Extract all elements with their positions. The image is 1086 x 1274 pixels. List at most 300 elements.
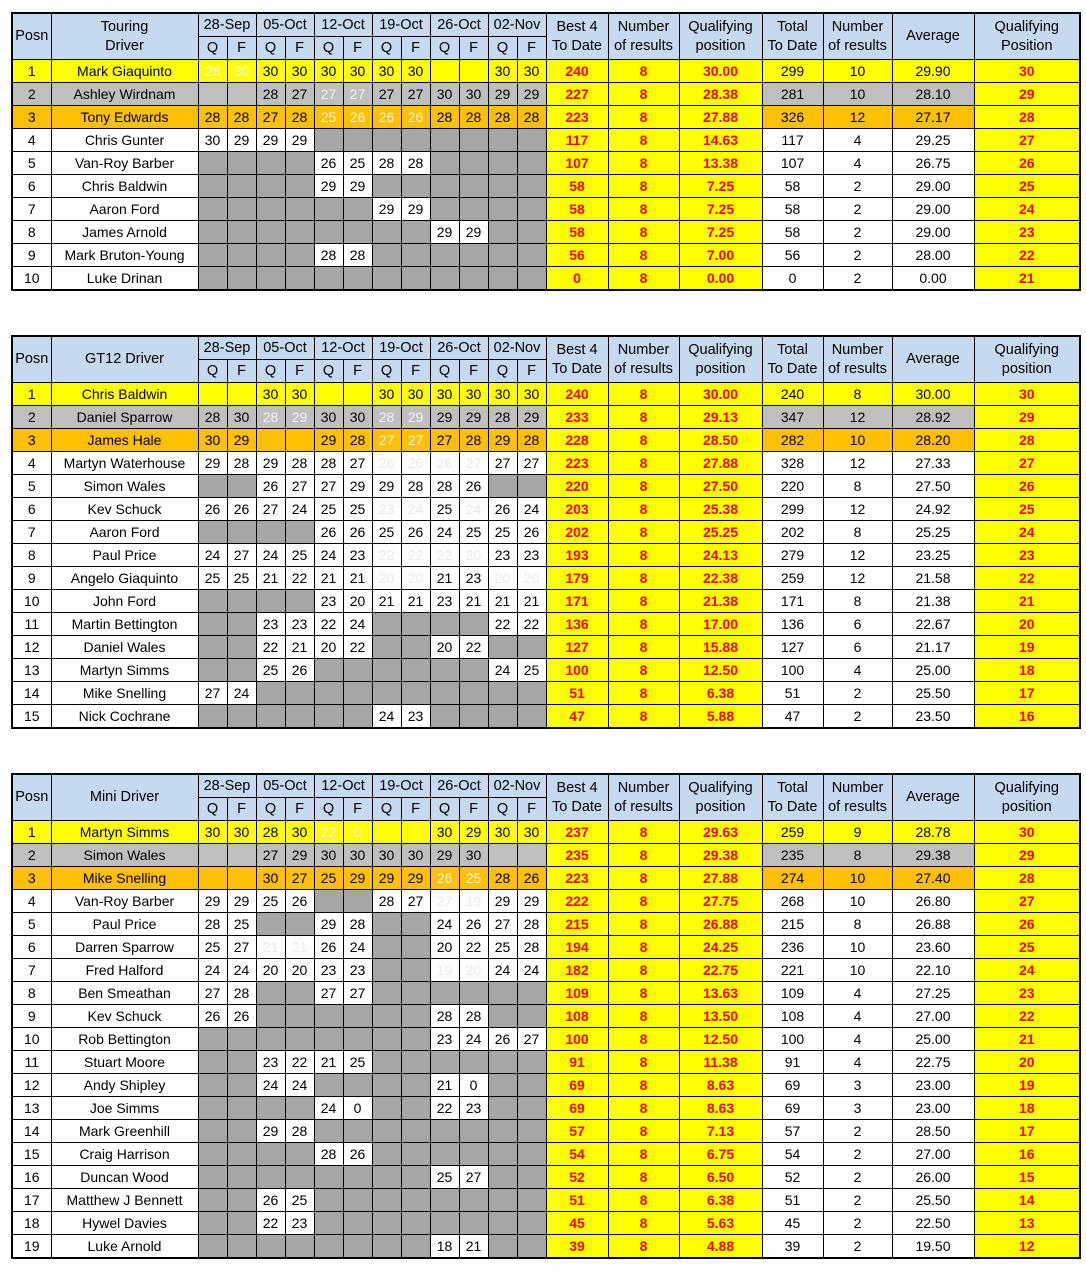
qualifying-points-cell: 13.50 [679, 1005, 762, 1028]
total-header [762, 13, 823, 60]
score-cell [227, 383, 256, 406]
best4-header [546, 336, 608, 383]
table-row [12, 590, 1080, 613]
table-row [12, 982, 1080, 1005]
number-of-results-cell: 8 [608, 221, 679, 244]
number-of-results-cell: 8 [608, 1235, 679, 1259]
score-cell [343, 267, 372, 291]
table-row [12, 659, 1080, 682]
qualifying-points-cell: 8.63 [679, 1097, 762, 1120]
score-cell [256, 1166, 285, 1189]
result-count-cell: 4 [823, 1051, 892, 1074]
score-cell: 24 [517, 959, 546, 982]
score-cell: 23 [430, 590, 459, 613]
score-cell [198, 1189, 227, 1212]
score-cell [198, 867, 227, 890]
score-cell [517, 1097, 546, 1120]
score-cell: 21 [488, 590, 517, 613]
table-row [12, 1097, 1080, 1120]
qualifying-rank-cell: 18 [974, 659, 1080, 682]
score-cell [430, 1189, 459, 1212]
score-cell: 23 [372, 498, 401, 521]
score-cell: 23 [430, 1028, 459, 1051]
score-cell: 30 [517, 60, 546, 83]
score-cell [372, 1051, 401, 1074]
result-count-cell: 12 [823, 406, 892, 429]
score-cell [256, 1028, 285, 1051]
date-header: 05-Oct [256, 13, 314, 37]
number-of-results-header [608, 13, 679, 60]
qualifying-rank-cell: 21 [974, 1028, 1080, 1051]
qualifying-rank-header [974, 774, 1080, 821]
qualifying-points-cell: 15.88 [679, 636, 762, 659]
score-cell [198, 1143, 227, 1166]
best4-cell: 223 [546, 452, 608, 475]
score-cell: 27 [285, 867, 314, 890]
score-cell [401, 1212, 430, 1235]
position-cell: 6 [12, 175, 51, 198]
average-cell: 28.92 [892, 406, 974, 429]
score-cell: 23 [343, 959, 372, 982]
qualifying-points-cell: 28.38 [679, 83, 762, 106]
average-cell: 27.25 [892, 982, 974, 1005]
average-cell: 28.00 [892, 244, 974, 267]
score-cell [459, 1189, 488, 1212]
score-cell [227, 83, 256, 106]
score-cell [488, 1074, 517, 1097]
best4-cell: 56 [546, 244, 608, 267]
driver-name: Matthew J Bennett [51, 1189, 198, 1212]
qualifying-rank-cell: 26 [974, 152, 1080, 175]
score-cell [343, 659, 372, 682]
position-cell: 2 [12, 844, 51, 867]
table-row [12, 383, 1080, 406]
driver-name: Rob Bettington [51, 1028, 198, 1051]
score-cell: 21 [372, 590, 401, 613]
qualifying-rank-cell: 20 [974, 613, 1080, 636]
score-cell: 30 [372, 844, 401, 867]
table-row [12, 106, 1080, 129]
score-cell: 28 [256, 83, 285, 106]
touring-table [11, 12, 1081, 291]
driver-name: Mark Giaquinto [51, 60, 198, 83]
score-cell: 29 [401, 406, 430, 429]
result-count-cell: 2 [823, 175, 892, 198]
header-line: To Date [552, 37, 602, 54]
score-cell [517, 1212, 546, 1235]
score-cell: 28 [198, 106, 227, 129]
best4-cell: 45 [546, 1212, 608, 1235]
score-cell: 30 [459, 383, 488, 406]
score-cell [488, 1166, 517, 1189]
score-cell: 24 [401, 498, 430, 521]
number-of-results-cell: 8 [608, 659, 679, 682]
best4-cell: 223 [546, 867, 608, 890]
score-cell: 28 [517, 429, 546, 452]
score-cell: 24 [488, 959, 517, 982]
qualifying-subheader: Q [256, 798, 285, 821]
score-cell: 21 [343, 567, 372, 590]
result-count-cell: 8 [823, 475, 892, 498]
header-line: Number [831, 779, 884, 796]
score-cell: 21 [517, 590, 546, 613]
score-cell [343, 1166, 372, 1189]
score-cell [459, 152, 488, 175]
qualifying-subheader: Q [488, 360, 517, 383]
total-cell: 268 [762, 890, 823, 913]
score-cell [401, 221, 430, 244]
date-header: 28-Sep [198, 774, 256, 798]
score-cell: 30 [430, 83, 459, 106]
score-cell: 30 [488, 821, 517, 844]
header-line: position [695, 37, 746, 54]
score-cell: 30 [256, 60, 285, 83]
score-cell [372, 682, 401, 705]
qualifying-rank-cell: 30 [974, 821, 1080, 844]
total-cell: 108 [762, 1005, 823, 1028]
header-line: of results [828, 798, 887, 815]
score-cell [372, 659, 401, 682]
score-cell [227, 1074, 256, 1097]
score-cell: 27 [256, 498, 285, 521]
total-header [762, 336, 823, 383]
number-of-results-cell: 8 [608, 590, 679, 613]
score-cell: 24 [198, 959, 227, 982]
average-cell: 27.50 [892, 475, 974, 498]
score-cell [285, 1028, 314, 1051]
score-cell: 29 [459, 821, 488, 844]
score-cell: 28 [430, 475, 459, 498]
best4-cell: 109 [546, 982, 608, 1005]
driver-name: Paul Price [51, 913, 198, 936]
qualifying-rank-cell: 30 [974, 60, 1080, 83]
score-cell [517, 1189, 546, 1212]
final-subheader: F [227, 798, 256, 821]
best4-cell: 69 [546, 1097, 608, 1120]
score-cell [517, 1051, 546, 1074]
score-cell [372, 1166, 401, 1189]
number-of-results-cell: 8 [608, 1097, 679, 1120]
best4-cell: 222 [546, 890, 608, 913]
score-cell [488, 1143, 517, 1166]
position-cell: 7 [12, 959, 51, 982]
qualifying-rank-cell: 24 [974, 959, 1080, 982]
score-cell [227, 1212, 256, 1235]
total-cell: 236 [762, 936, 823, 959]
qualifying-points-cell: 11.38 [679, 1051, 762, 1074]
table-row [12, 1005, 1080, 1028]
header-line: To Date [767, 37, 818, 54]
table-row [12, 1120, 1080, 1143]
final-subheader: F [517, 360, 546, 383]
qualifying-points-cell: 4.88 [679, 1235, 762, 1259]
total-header [762, 774, 823, 821]
score-cell: 27 [401, 890, 430, 913]
result-count-cell: 10 [823, 867, 892, 890]
qualifying-rank-cell: 29 [974, 83, 1080, 106]
score-cell [314, 1028, 343, 1051]
score-cell [517, 244, 546, 267]
position-cell: 12 [12, 1074, 51, 1097]
score-cell [314, 1005, 343, 1028]
score-cell: 27 [285, 475, 314, 498]
qualifying-rank-cell: 27 [974, 890, 1080, 913]
score-cell: 21 [459, 1235, 488, 1259]
score-cell: 30 [227, 60, 256, 83]
score-cell [372, 1212, 401, 1235]
date-header: 12-Oct [314, 774, 372, 798]
score-cell [198, 1120, 227, 1143]
posn-header: Posn [12, 336, 51, 383]
table-row [12, 521, 1080, 544]
score-cell: 28 [314, 452, 343, 475]
date-header: 12-Oct [314, 336, 372, 360]
score-cell: 30 [430, 383, 459, 406]
total-cell: 45 [762, 1212, 823, 1235]
score-cell [459, 659, 488, 682]
score-cell: 30 [314, 60, 343, 83]
score-cell [430, 982, 459, 1005]
score-cell: 28 [256, 821, 285, 844]
header-line: To Date [767, 798, 818, 815]
qualifying-points-cell: 25.25 [679, 521, 762, 544]
score-cell [227, 705, 256, 729]
score-cell [256, 429, 285, 452]
qualifying-points-cell: 5.88 [679, 705, 762, 729]
qualifying-rank-cell: 25 [974, 498, 1080, 521]
driver-name: Mike Snelling [51, 867, 198, 890]
total-cell: 220 [762, 475, 823, 498]
score-cell: 22 [459, 936, 488, 959]
table-row [12, 1028, 1080, 1051]
best4-cell: 39 [546, 1235, 608, 1259]
score-cell: 20 [517, 567, 546, 590]
score-cell: 26 [517, 867, 546, 890]
result-count-cell: 8 [823, 521, 892, 544]
header-line: Qualifying [688, 18, 753, 35]
score-cell [227, 1143, 256, 1166]
score-cell [430, 659, 459, 682]
header-line: position [695, 360, 746, 377]
number-of-results-cell: 8 [608, 244, 679, 267]
final-subheader: F [343, 37, 372, 60]
score-cell: 29 [401, 198, 430, 221]
score-cell: 25 [314, 106, 343, 129]
score-cell [488, 152, 517, 175]
qualifying-subheader: Q [372, 360, 401, 383]
score-cell [314, 221, 343, 244]
position-cell: 14 [12, 1120, 51, 1143]
best4-cell: 235 [546, 844, 608, 867]
position-cell: 10 [12, 267, 51, 291]
number-of-results-cell: 8 [608, 890, 679, 913]
table-row [12, 175, 1080, 198]
average-cell: 29.38 [892, 844, 974, 867]
table-row [12, 613, 1080, 636]
score-cell [198, 705, 227, 729]
score-cell [256, 982, 285, 1005]
best4-cell: 100 [546, 659, 608, 682]
score-cell [285, 521, 314, 544]
position-cell: 15 [12, 705, 51, 729]
score-cell [227, 867, 256, 890]
score-cell [256, 1097, 285, 1120]
total-cell: 274 [762, 867, 823, 890]
score-cell [198, 636, 227, 659]
score-cell: 29 [372, 867, 401, 890]
score-cell [488, 267, 517, 291]
average-cell: 21.58 [892, 567, 974, 590]
total-cell: 235 [762, 844, 823, 867]
score-cell: 24 [343, 613, 372, 636]
score-cell: 27 [343, 452, 372, 475]
result-count-header [823, 13, 892, 60]
driver-name: Kev Schuck [51, 1005, 198, 1028]
score-cell: 28 [372, 890, 401, 913]
score-cell [430, 613, 459, 636]
best4-cell: 227 [546, 83, 608, 106]
qualifying-points-cell: 6.38 [679, 1189, 762, 1212]
qualifying-points-cell: 6.38 [679, 682, 762, 705]
date-header: 28-Sep [198, 336, 256, 360]
score-cell: 30 [343, 60, 372, 83]
score-cell [488, 1235, 517, 1259]
qualifying-rank-cell: 22 [974, 1005, 1080, 1028]
number-of-results-cell: 8 [608, 60, 679, 83]
score-cell: 24 [488, 659, 517, 682]
score-cell [459, 60, 488, 83]
score-cell: 27 [459, 452, 488, 475]
score-cell [198, 383, 227, 406]
header-line: Number [831, 18, 884, 35]
number-of-results-cell: 8 [608, 406, 679, 429]
total-cell: 347 [762, 406, 823, 429]
score-cell: 30 [343, 406, 372, 429]
total-cell: 54 [762, 1143, 823, 1166]
average-cell: 27.00 [892, 1143, 974, 1166]
table-row [12, 1166, 1080, 1189]
score-cell [198, 1051, 227, 1074]
total-cell: 56 [762, 244, 823, 267]
average-cell: 24.92 [892, 498, 974, 521]
score-cell: 26 [401, 452, 430, 475]
score-cell [285, 429, 314, 452]
driver-header [51, 774, 198, 821]
score-cell [372, 175, 401, 198]
score-cell: 0 [343, 821, 372, 844]
driver-name: Aaron Ford [51, 521, 198, 544]
header-line: of results [828, 360, 887, 377]
result-count-cell: 4 [823, 982, 892, 1005]
score-cell [285, 682, 314, 705]
header-line: Qualifying [994, 341, 1059, 358]
score-cell [198, 1074, 227, 1097]
score-cell: 25 [430, 1166, 459, 1189]
qualifying-rank-cell: 27 [974, 452, 1080, 475]
best4-header [546, 13, 608, 60]
score-cell: 24 [227, 959, 256, 982]
score-cell: 30 [198, 821, 227, 844]
position-cell: 1 [12, 821, 51, 844]
qualifying-rank-cell: 17 [974, 682, 1080, 705]
score-cell: 24 [459, 1028, 488, 1051]
number-of-results-cell: 8 [608, 705, 679, 729]
driver-name: Chris Gunter [51, 129, 198, 152]
average-cell: 23.00 [892, 1074, 974, 1097]
total-cell: 202 [762, 521, 823, 544]
score-cell: 28 [517, 106, 546, 129]
score-cell [401, 1097, 430, 1120]
score-cell: 28 [198, 406, 227, 429]
score-cell [517, 1143, 546, 1166]
score-cell [372, 613, 401, 636]
score-cell [401, 129, 430, 152]
table-row [12, 244, 1080, 267]
qualifying-subheader: Q [314, 360, 343, 383]
total-cell: 127 [762, 636, 823, 659]
score-cell [517, 198, 546, 221]
number-of-results-cell: 8 [608, 544, 679, 567]
best4-cell: 215 [546, 913, 608, 936]
average-cell: 25.25 [892, 521, 974, 544]
score-cell: 30 [459, 83, 488, 106]
final-subheader: F [459, 360, 488, 383]
table-row [12, 1051, 1080, 1074]
qualifying-subheader: Q [372, 37, 401, 60]
header-line: Total [777, 18, 808, 35]
qualifying-points-cell: 13.63 [679, 982, 762, 1005]
score-cell: 21 [285, 936, 314, 959]
score-cell: 29 [488, 429, 517, 452]
score-cell: 23 [459, 1097, 488, 1120]
average-cell: 28.20 [892, 429, 974, 452]
score-cell: 28 [517, 936, 546, 959]
score-cell: 29 [285, 844, 314, 867]
header-line: To Date [767, 360, 818, 377]
qualifying-points-cell: 27.88 [679, 106, 762, 129]
average-cell: 26.88 [892, 913, 974, 936]
score-cell: 21 [430, 1074, 459, 1097]
qualifying-rank-cell: 13 [974, 1212, 1080, 1235]
result-count-cell: 10 [823, 959, 892, 982]
score-cell: 20 [488, 567, 517, 590]
number-of-results-cell: 8 [608, 867, 679, 890]
number-of-results-cell: 8 [608, 198, 679, 221]
position-cell: 6 [12, 498, 51, 521]
number-of-results-cell: 8 [608, 429, 679, 452]
score-cell [459, 1120, 488, 1143]
score-cell [372, 1074, 401, 1097]
score-cell [256, 244, 285, 267]
score-cell [517, 152, 546, 175]
score-cell [517, 844, 546, 867]
score-cell: 29 [372, 475, 401, 498]
score-cell: 27 [256, 844, 285, 867]
score-cell [401, 1028, 430, 1051]
score-cell [372, 1189, 401, 1212]
score-cell: 29 [488, 83, 517, 106]
score-cell: 26 [256, 1189, 285, 1212]
date-header: 26-Oct [430, 336, 488, 360]
qualifying-points-cell: 22.38 [679, 567, 762, 590]
score-cell [430, 1212, 459, 1235]
number-of-results-cell: 8 [608, 83, 679, 106]
qualifying-rank-cell: 15 [974, 1166, 1080, 1189]
score-cell [227, 475, 256, 498]
best4-cell: 237 [546, 821, 608, 844]
score-cell [227, 1051, 256, 1074]
final-subheader: F [517, 798, 546, 821]
